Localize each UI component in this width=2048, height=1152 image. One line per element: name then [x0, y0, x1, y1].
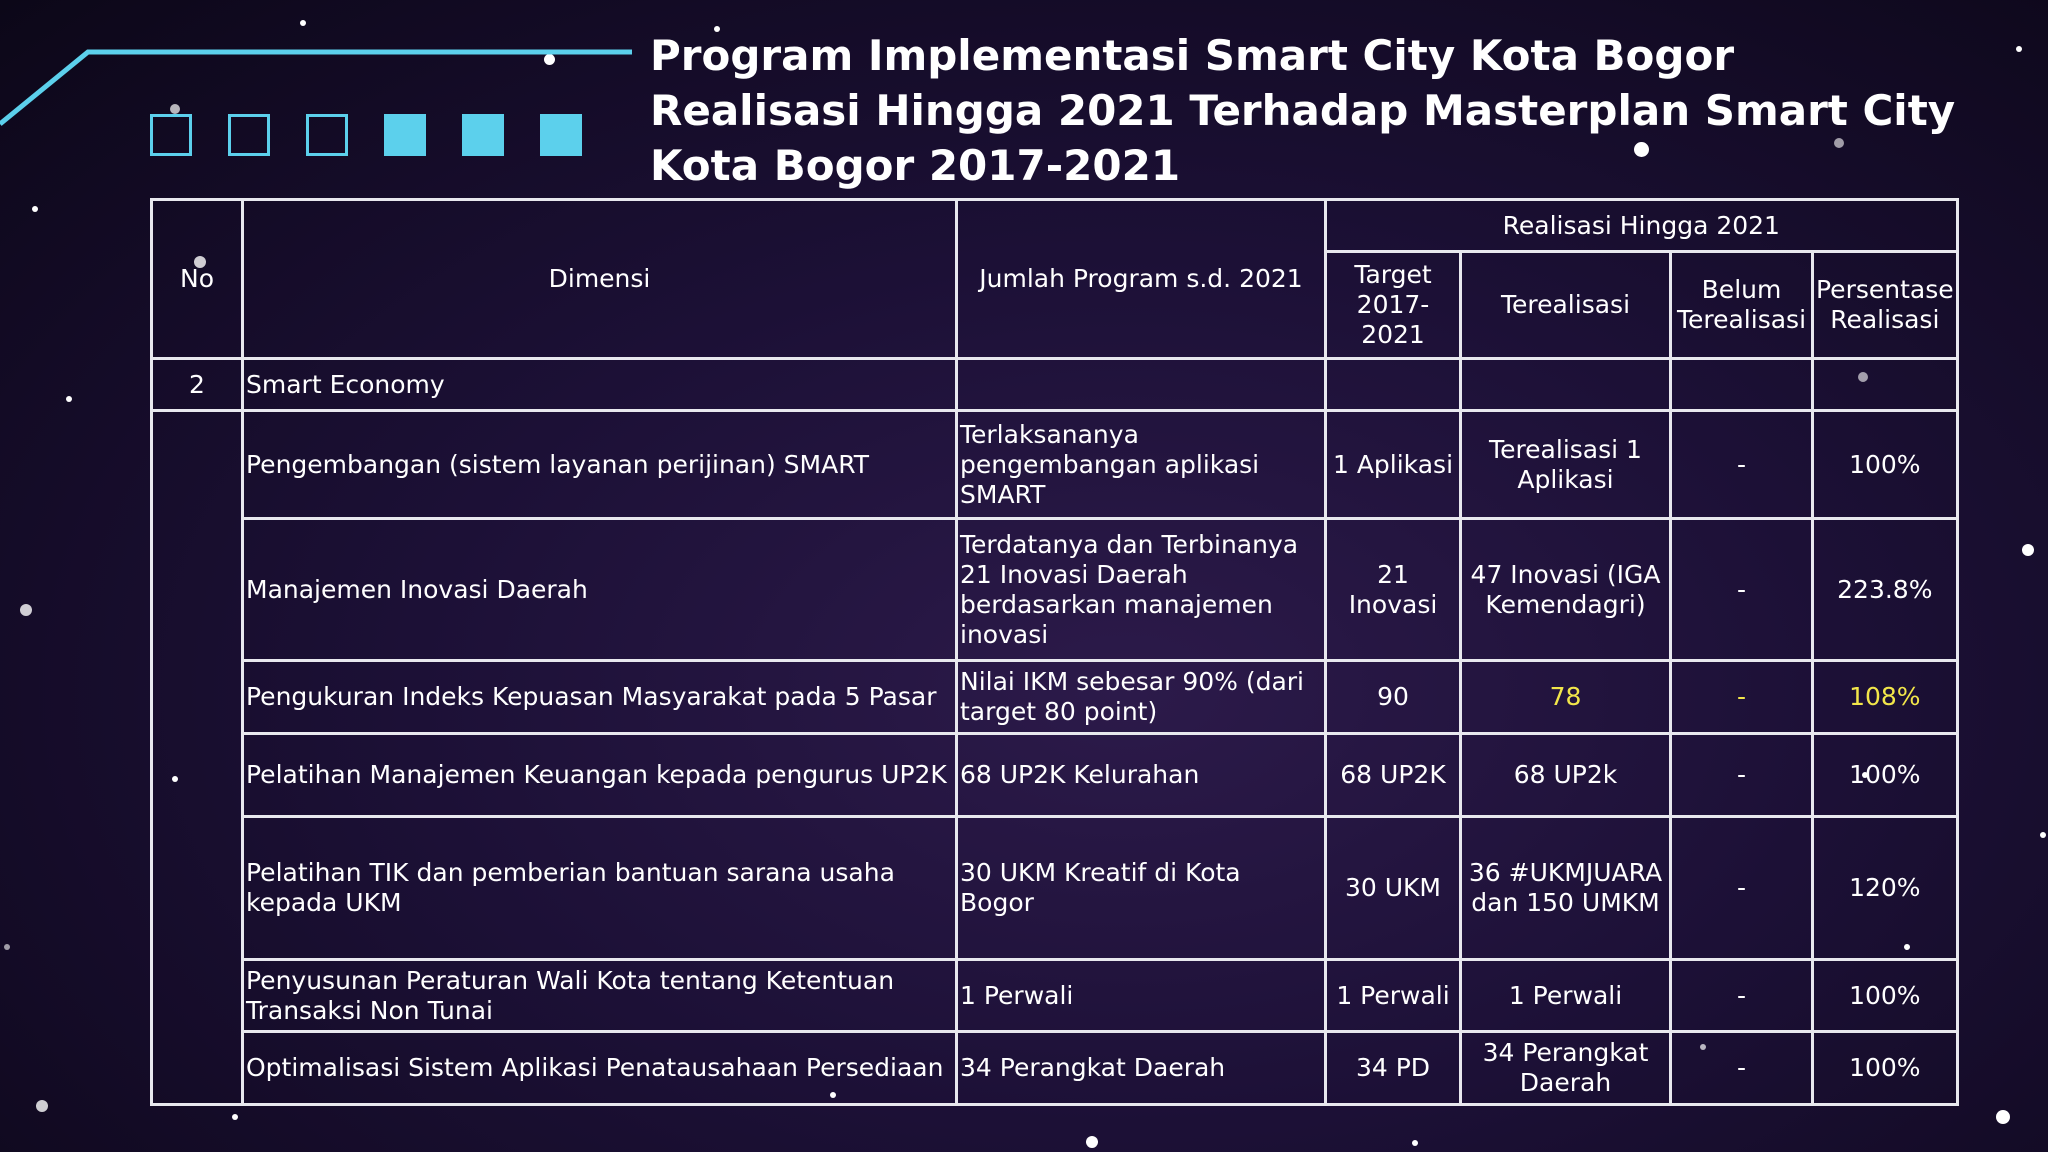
- header-jumlah-program: Jumlah Program s.d. 2021: [957, 200, 1326, 359]
- page-title: [650, 28, 2010, 193]
- cell-terealisasi: 78: [1461, 661, 1671, 734]
- cell-target: 1 Aplikasi: [1326, 411, 1461, 519]
- cell-belum: -: [1671, 1032, 1813, 1105]
- cell-belum: -: [1671, 960, 1813, 1032]
- cell-target: 34 PD: [1326, 1032, 1461, 1105]
- star: [232, 1114, 238, 1120]
- cell-persentase: 100%: [1813, 1032, 1958, 1105]
- cell-belum: -: [1671, 661, 1813, 734]
- cell-dimensi: Optimalisasi Sistem Aplikasi Penatausahaan Persediaan: [243, 1032, 957, 1105]
- cell-dimensi: Pelatihan Manajemen Keuangan kepada pengurus UP2K: [243, 734, 957, 817]
- empty-cell: [1813, 359, 1958, 411]
- cell-belum: -: [1671, 734, 1813, 817]
- filled-square: [540, 114, 582, 156]
- cell-belum: -: [1671, 411, 1813, 519]
- cell-persentase: 100%: [1813, 734, 1958, 817]
- table-row: [152, 411, 1958, 519]
- title-line-1: Program Implementasi Smart City Kota Bogor: [650, 31, 1735, 80]
- cell-persentase: 108%: [1813, 661, 1958, 734]
- cell-dimensi: Manajemen Inovasi Daerah: [243, 519, 957, 661]
- header-realisasi-group: Realisasi Hingga 2021: [1326, 200, 1958, 252]
- cell-dimensi: Pengukuran Indeks Kepuasan Masyarakat pada 5 Pasar: [243, 661, 957, 734]
- star: [4, 944, 10, 950]
- cell-jumlah: Terlaksananya pengembangan aplikasi SMART: [957, 411, 1326, 519]
- outline-square: [150, 114, 192, 156]
- star: [300, 20, 306, 26]
- title-line-3: Kota Bogor 2017-2021: [650, 141, 1181, 190]
- cell-belum: -: [1671, 519, 1813, 661]
- star: [2016, 46, 2022, 52]
- cell-target: 90: [1326, 661, 1461, 734]
- cell-terealisasi: 1 Perwali: [1461, 960, 1671, 1032]
- cell-dimensi: Penyusunan Peraturan Wali Kota tentang Ketentuan Transaksi Non Tunai: [243, 960, 957, 1032]
- empty-cell: [957, 359, 1326, 411]
- star: [36, 1100, 48, 1112]
- cell-jumlah: Terdatanya dan Terbinanya 21 Inovasi Daerah berdasarkan manajemen inovasi: [957, 519, 1326, 661]
- cell-persentase: 100%: [1813, 411, 1958, 519]
- header-belum-terealisasi: Belum Terealisasi: [1671, 252, 1813, 359]
- cell-dimensi: Pengembangan (sistem layanan perijinan) SMART: [243, 411, 957, 519]
- table-row: [152, 817, 1958, 960]
- filled-square: [384, 114, 426, 156]
- cell-persentase: 120%: [1813, 817, 1958, 960]
- star: [2022, 544, 2034, 556]
- cell-persentase: 223.8%: [1813, 519, 1958, 661]
- realisasi-table: [150, 198, 1959, 1106]
- cell-jumlah: Nilai IKM sebesar 90% (dari target 80 point): [957, 661, 1326, 734]
- cell-dimensi: Pelatihan TIK dan pemberian bantuan sarana usaha kepada UKM: [243, 817, 957, 960]
- star: [2040, 832, 2046, 838]
- header-dimensi: Dimensi: [243, 200, 957, 359]
- header-no: No: [152, 200, 243, 359]
- cell-target: 30 UKM: [1326, 817, 1461, 960]
- star: [32, 206, 38, 212]
- cell-terealisasi: 34 Perangkat Daerah: [1461, 1032, 1671, 1105]
- filled-square: [462, 114, 504, 156]
- title-line-2: Realisasi Hingga 2021 Terhadap Masterplan Smart City: [650, 86, 1956, 135]
- empty-cell: [1671, 359, 1813, 411]
- cell-target: 1 Perwali: [1326, 960, 1461, 1032]
- table-row: [152, 960, 1958, 1032]
- section-no: 2: [152, 359, 243, 411]
- cell-jumlah: 34 Perangkat Daerah: [957, 1032, 1326, 1105]
- star: [1086, 1136, 1098, 1148]
- cell-belum: -: [1671, 817, 1813, 960]
- table-row: [152, 661, 1958, 734]
- cell-jumlah: 1 Perwali: [957, 960, 1326, 1032]
- table-row: [152, 1032, 1958, 1105]
- cell-jumlah: 30 UKM Kreatif di Kota Bogor: [957, 817, 1326, 960]
- empty-cell: [1461, 359, 1671, 411]
- table-row: [152, 734, 1958, 817]
- section-row: [152, 359, 1958, 411]
- cell-terealisasi: Terealisasi 1 Aplikasi: [1461, 411, 1671, 519]
- cell-terealisasi: 47 Inovasi (IGA Kemendagri): [1461, 519, 1671, 661]
- decorative-squares: [150, 114, 582, 156]
- cell-target: 68 UP2K: [1326, 734, 1461, 817]
- cell-terealisasi: 36 #UKMJUARA dan 150 UMKM: [1461, 817, 1671, 960]
- empty-no-cell: [152, 411, 243, 1105]
- outline-square: [228, 114, 270, 156]
- empty-cell: [1326, 359, 1461, 411]
- table-row: [152, 519, 1958, 661]
- header-target: Target 2017-2021: [1326, 252, 1461, 359]
- star: [1412, 1140, 1418, 1146]
- star: [66, 396, 72, 402]
- star: [1996, 1110, 2010, 1124]
- star: [20, 604, 32, 616]
- cell-persentase: 100%: [1813, 960, 1958, 1032]
- outline-square: [306, 114, 348, 156]
- header-persentase: Persentase Realisasi: [1813, 252, 1958, 359]
- cell-terealisasi: 68 UP2k: [1461, 734, 1671, 817]
- cell-jumlah: 68 UP2K Kelurahan: [957, 734, 1326, 817]
- cell-target: 21 Inovasi: [1326, 519, 1461, 661]
- header-row-1: [152, 200, 1958, 252]
- section-name: Smart Economy: [243, 359, 957, 411]
- header-terealisasi: Terealisasi: [1461, 252, 1671, 359]
